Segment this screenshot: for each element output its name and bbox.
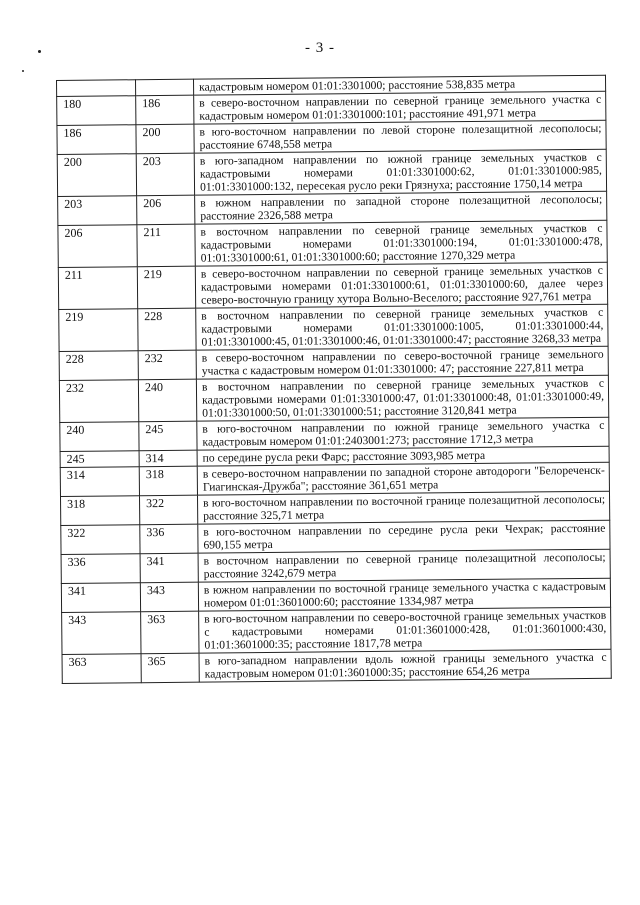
point-to-cell: 336 — [140, 524, 198, 554]
point-to-cell: 211 — [137, 224, 195, 267]
point-to-cell: 365 — [141, 653, 199, 683]
description-cell: в южном направлении по восточной границе земельного участка с кадастровым номером 01:01:3601000:60; расстояние 1334,987 метра — [198, 578, 610, 611]
point-to-cell: 343 — [140, 582, 198, 612]
description-cell: в восточном направлении по северной границе земельных участков с кадастровыми номерами 01:01:3301000:47, 01:01:3301000:48, 01:01:3301000:49, 01:01:3301000:50, 01:01:3301000:51; расстояние 3120,841 метра — [196, 375, 608, 421]
point-from-cell: 363 — [62, 654, 141, 684]
description-cell: в северо-восточном направлении по западной стороне автодороги "Белореченск-Гиагинская-Дружба"; расстояние 361,651 метра — [197, 462, 609, 495]
description-cell: в юго-восточном направлении по северо-восточной границе земельных участков с кадастровыми номерами 01:01:3601000:428, 01:01:3601000:430, 01:01:3601000:35; расстояние 1817,78 метра — [199, 607, 611, 653]
table-row — [57, 149, 606, 196]
point-from-cell: 322 — [61, 525, 140, 555]
description-cell: в восточном направлении по северной границе земельных участков с кадастровыми номерами 01:01:3301000:1005, 01:01:3301000:44, 01:01:3301000:45, 01:01:3301000:46, 01:01:3301000:47; расстояние 3268,33 метра — [196, 304, 608, 350]
point-to-cell: 318 — [139, 466, 197, 496]
point-from-cell: 318 — [60, 496, 139, 526]
scan-speck-2 — [22, 70, 24, 72]
page-number: - 3 - — [305, 40, 335, 56]
point-from-cell: 180 — [57, 96, 136, 126]
description-cell: в юго-западном направлении по южной границе земельных участков с кадастровыми номерами 01:01:3301000:62, 01:01:3301000:985, 01:01:3301000:132, пересекая русло реки Грязнуха; расстояние 1750,14 метра — [194, 149, 606, 195]
point-to-cell: 240 — [138, 379, 196, 422]
point-from-cell: 203 — [58, 196, 137, 226]
point-from-cell: 200 — [57, 154, 136, 197]
point-from-cell: 219 — [59, 309, 138, 352]
table-row — [62, 649, 611, 683]
table-row — [59, 375, 608, 422]
description-cell: кадастровым номером 01:01:3301000; расстояние 538,835 метра — [193, 75, 605, 95]
point-from-cell: 336 — [61, 554, 140, 584]
description-cell: в северо-восточном направлении по северной границе земельного участка с кадастровым номером 01:01:3301000:101; расстояние 491,971 метра — [194, 91, 606, 124]
point-to-cell: 363 — [141, 611, 199, 654]
boundary-description-table — [56, 75, 612, 684]
description-cell: в юго-западном направлении вдоль южной границы земельного участка с кадастровым номером 01:01:3601000:35; расстояние 654,26 метра — [199, 649, 611, 682]
description-cell: в восточном направлении по северной границе земельных участков с кадастровыми номерами 01:01:3301000:194, 01:01:3301000:478, 01:01:3301000:61, 01:01:3301000:60; расстояние 1270,329 метра — [195, 220, 607, 266]
point-from-cell: 341 — [61, 583, 140, 613]
point-to-cell: 219 — [137, 266, 195, 309]
table-row — [58, 262, 607, 309]
point-from-cell: 186 — [57, 125, 136, 155]
description-cell: в юго-восточном направлении по восточной границе полезащитной лесополосы; расстояние 325,71 метра — [197, 491, 609, 524]
table-row — [62, 607, 611, 654]
point-to-cell: 232 — [138, 350, 196, 380]
point-to-cell: 203 — [136, 153, 194, 196]
description-cell: в юго-восточном направлении по левой стороне полезащитной лесополосы; расстояние 6748,558 метра — [194, 120, 606, 153]
point-to-cell: 322 — [139, 495, 197, 525]
point-from-cell: 245 — [60, 451, 139, 468]
point-from-cell: 232 — [59, 380, 138, 423]
description-cell: в северо-восточном направлении по северо-восточной границе земельного участка с кадастровым номером 01:01:3301000: 47; расстояние 227,811 метра — [196, 346, 608, 379]
point-to-cell: 206 — [137, 195, 195, 225]
description-cell: в юго-восточном направлении по середине русла реки Чехрак; расстояние 690,155 метра — [198, 520, 610, 553]
point-to-cell: 200 — [136, 124, 194, 154]
description-cell: по середине русла реки Фарс; расстояние 3093,985 метра — [197, 446, 609, 466]
point-from-cell: 343 — [62, 612, 141, 655]
table-row — [58, 220, 607, 267]
point-from-cell: 206 — [58, 225, 137, 268]
description-cell: в северо-восточном направлении по северной границе земельных участков с кадастровыми номерами 01:01:3301000:61, 01:01:3301000:60, далее через северо-восточную границу хутора Вольно-Веселого; расстояние 927,761 метра — [195, 262, 607, 308]
point-from-cell: 228 — [59, 351, 138, 381]
point-to-cell: 314 — [139, 450, 197, 467]
point-from-cell: 240 — [60, 422, 139, 452]
point-to-cell: 245 — [139, 421, 197, 451]
point-from-cell: 211 — [58, 267, 137, 310]
point-to-cell: 341 — [140, 553, 198, 583]
point-to-cell — [136, 79, 194, 96]
point-to-cell: 186 — [136, 95, 194, 125]
point-from-cell: 314 — [60, 467, 139, 497]
point-from-cell — [57, 80, 136, 97]
table-row — [59, 304, 608, 351]
description-cell: в юго-восточном направлении по южной границе земельного участка с кадастровым номером 01:01:2403001:273; расстояние 1712,3 метра — [197, 417, 609, 450]
table-body — [57, 75, 612, 683]
description-cell: в восточном направлении по северной границе полезащитной лесополосы; расстояние 3242,679 метра — [198, 549, 610, 582]
description-cell: в южном направлении по западной стороне полезащитной лесополосы; расстояние 2326,588 метра — [195, 191, 607, 224]
point-to-cell: 228 — [138, 308, 196, 351]
